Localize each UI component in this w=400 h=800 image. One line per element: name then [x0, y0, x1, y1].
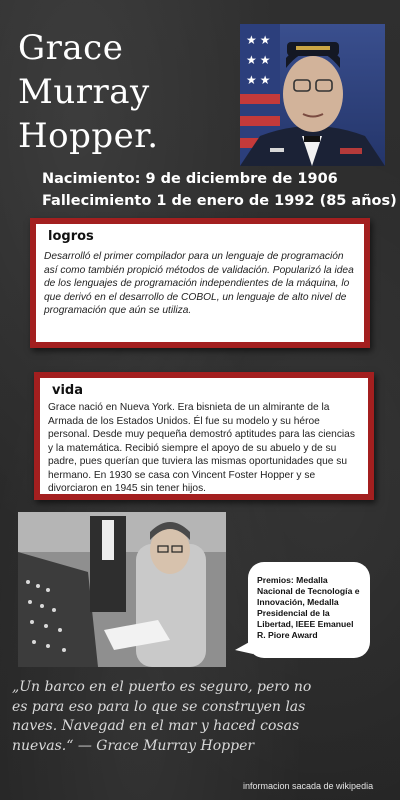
computer-photo — [18, 512, 226, 667]
death-date: Fallecimiento 1 de enero de 1992 (85 años) — [42, 193, 397, 209]
svg-text:★ ★: ★ ★ — [246, 53, 271, 67]
vida-heading: vida — [52, 383, 84, 398]
life-dates — [42, 168, 397, 212]
vida-card — [34, 372, 374, 500]
svg-text:★ ★: ★ ★ — [246, 73, 271, 87]
vida-text: Grace nació en Nueva York. Era bisnieta de un almirante de la Armada de los Estados Unidos. Él fue su modelo y su héroe personal. Desde muy pequeña demostró aptitudes para las ciencias y la matemática. Recibió siempre el apoyo de su abuelo y de su padre, pues querían que tuviera las mismas oportunidades que su hermano. En 1930 se casa con Vincent Foster Hopper y se divorciaron en 1945 sin tener hijos. — [48, 402, 355, 494]
birth-date: Nacimiento: 9 de diciembre de 1906 — [42, 171, 338, 187]
svg-text:★ ★: ★ ★ — [246, 33, 271, 47]
logros-heading: logros — [48, 229, 94, 244]
awards-bubble: Premios: Medalla Nacional de Tecnología e Innovación, Medalla Presidencial de la Libertad, IEEE Emanuel R. Piore Award — [248, 562, 370, 658]
computer-photo-illustration — [18, 512, 226, 667]
quote: „Un barco en el puerto es seguro, pero no es para eso para lo que se construyen las naves. Navegad en el mar y haced cosas nuevas.“ — Grace Murray Hopper — [12, 679, 312, 754]
source-note: informacion sacada de wikipedia — [243, 781, 374, 791]
portrait-photo — [240, 24, 385, 166]
logros-card — [30, 218, 370, 348]
logros-text: Desarrolló el primer compilador para un lenguaje de programación así como también propició métodos de validación. Popularizó la idea de los lenguajes de programación independientes de la máquina, lo que derivó en el desarrollo de COBOL, un lenguaje de alto nivel de programación que aún se utiliza. — [44, 251, 354, 316]
page-title: Grace Murray Hopper. — [18, 28, 159, 156]
portrait-illustration — [240, 24, 385, 166]
